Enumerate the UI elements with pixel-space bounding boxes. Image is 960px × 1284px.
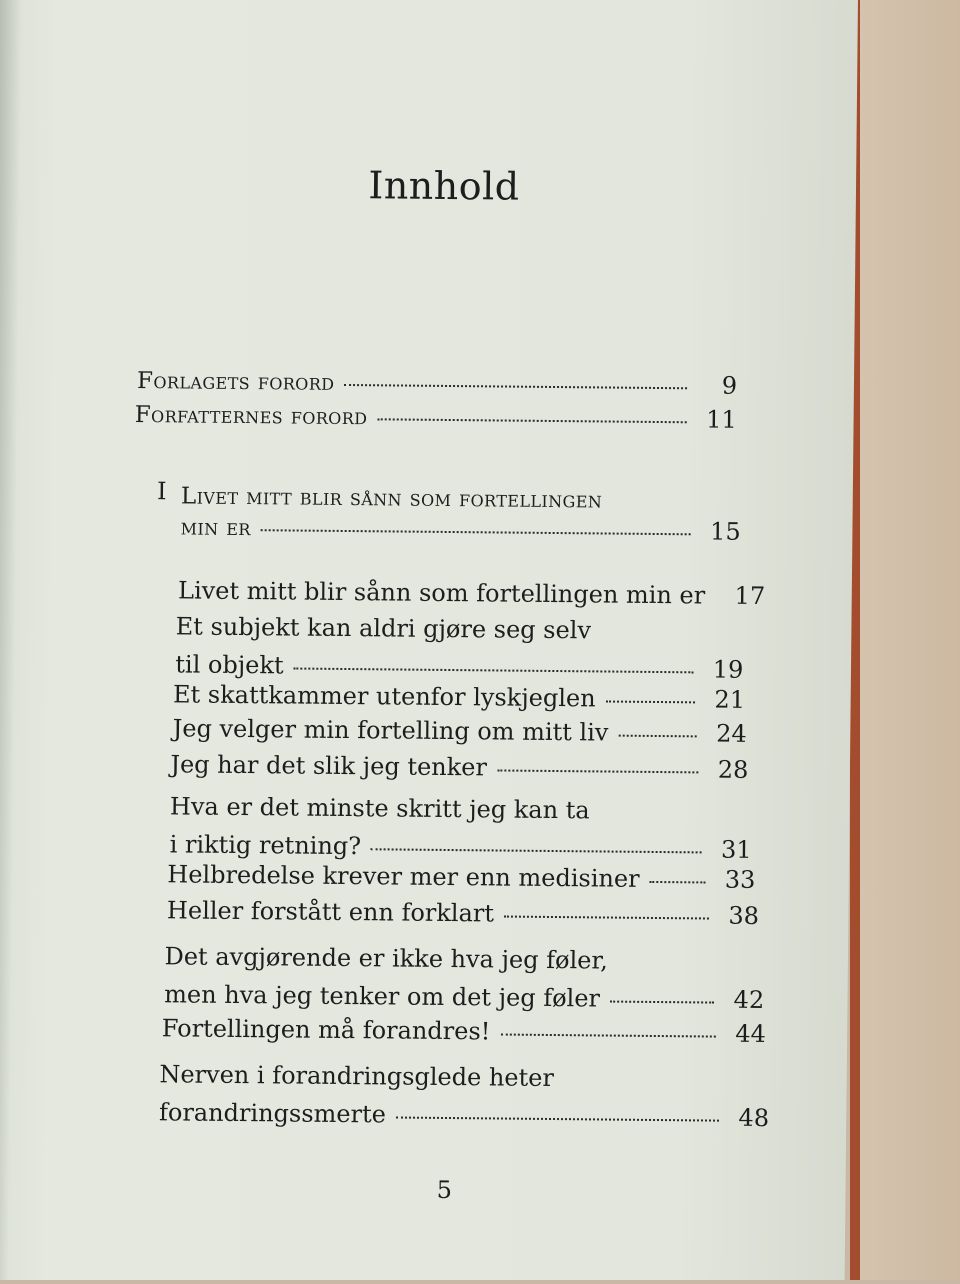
entry-page-number: 42: [724, 981, 764, 1019]
chapter-number: I: [157, 477, 167, 505]
toc-entry-section[interactable]: [175, 607, 744, 688]
toc-row: [170, 787, 752, 831]
entry-page-number: 33: [715, 865, 755, 895]
toc-entry-section[interactable]: [173, 679, 745, 714]
entry-title: Forlagets forord: [137, 366, 335, 398]
entry-page-number: 21: [705, 684, 745, 714]
toc-row: [181, 511, 741, 547]
toc-row: [167, 859, 755, 895]
toc-row: [135, 399, 737, 436]
page-title: Innhold: [4, 160, 884, 212]
dot-leader: [606, 699, 695, 703]
toc-entry-section[interactable]: [169, 787, 752, 869]
entry-page-number: 17: [725, 581, 765, 611]
toc-entry-section[interactable]: [159, 1055, 770, 1137]
dot-leader: [396, 1116, 719, 1122]
entry-title: Et skattkammer utenfor lyskjeglen: [173, 679, 596, 713]
entry-title: til objekt: [175, 645, 284, 684]
toc-entry-section[interactable]: [167, 895, 759, 931]
entry-title: Forfatternes forord: [135, 400, 368, 432]
toc-entry-front-matter[interactable]: [135, 399, 737, 436]
toc-row: [159, 1055, 769, 1099]
toc-row: [176, 607, 744, 650]
entry-title: Hva er det minste skritt jeg kan ta: [170, 787, 590, 829]
toc-entry-section[interactable]: [170, 749, 748, 785]
entry-page-number: 38: [719, 901, 759, 931]
entry-title: Livet mitt blir sånn som fortellingen min er: [178, 575, 705, 610]
entry-page-number: 48: [729, 1099, 769, 1137]
toc-row: [173, 679, 745, 714]
dot-leader: [377, 417, 686, 423]
entry-title: Det avgjørende er ikke hva jeg føler,: [164, 937, 608, 979]
toc-entry-section[interactable]: [164, 937, 765, 1019]
dot-leader: [610, 1000, 714, 1004]
toc-row: [164, 937, 764, 981]
dot-leader: [504, 915, 709, 920]
entry-title: Heller forstått enn forklart: [167, 895, 494, 928]
toc-row: [137, 365, 737, 402]
dot-leader: [261, 528, 691, 535]
entry-page-number: 24: [707, 718, 747, 748]
toc-entry-section[interactable]: [162, 1013, 766, 1049]
dot-leader: [294, 667, 694, 674]
entry-title: Fortellingen må forandres!: [162, 1013, 491, 1046]
entry-title: i riktig retning?: [169, 825, 361, 865]
entry-title: Jeg velger min fortelling om mitt liv: [173, 713, 609, 747]
toc-entry-section[interactable]: [167, 859, 755, 895]
page-number: 5: [0, 1172, 894, 1209]
entry-title: men hva jeg tenker om det jeg føler: [164, 975, 600, 1017]
toc-row: [181, 481, 741, 516]
toc-row: [178, 575, 744, 610]
toc-entry-chapter[interactable]: [181, 481, 742, 547]
dot-leader: [650, 880, 706, 884]
dot-leader: [500, 1033, 716, 1038]
entry-page-number: 9: [697, 370, 737, 400]
toc-row: [159, 1093, 769, 1137]
entry-page-number: 44: [726, 1019, 766, 1049]
toc-row: [167, 895, 759, 931]
entry-title: forandringssmerte: [159, 1093, 386, 1133]
entry-title: Helbredelse krever mer enn medisiner: [167, 859, 640, 894]
entry-title: Nerven i forandringsglede heter: [159, 1055, 554, 1097]
toc-row: [162, 1013, 766, 1049]
toc-row: [173, 713, 747, 749]
entry-page-number: 28: [708, 754, 748, 784]
entry-title: Et subjekt kan aldri gjøre seg selv: [176, 607, 592, 649]
entry-page-number: 19: [703, 650, 743, 688]
entry-title: min er: [181, 512, 251, 543]
toc-row: [164, 975, 764, 1019]
dot-leader: [618, 734, 696, 738]
dot-leader: [371, 847, 702, 853]
toc-entry-section[interactable]: [178, 575, 744, 610]
toc-row: [170, 749, 748, 785]
toc-entry-section[interactable]: [173, 713, 747, 749]
entry-title: Jeg har det slik jeg tenker: [170, 749, 487, 782]
entry-title: Livet mitt blir sånn som fortellingen: [181, 481, 603, 515]
dot-leader: [344, 383, 687, 389]
entry-page-number: 15: [701, 516, 741, 546]
toc-entry-front-matter[interactable]: [137, 365, 737, 402]
dot-leader: [497, 768, 698, 773]
entry-page-number: 11: [697, 404, 737, 434]
entry-page-number: 31: [711, 831, 751, 869]
